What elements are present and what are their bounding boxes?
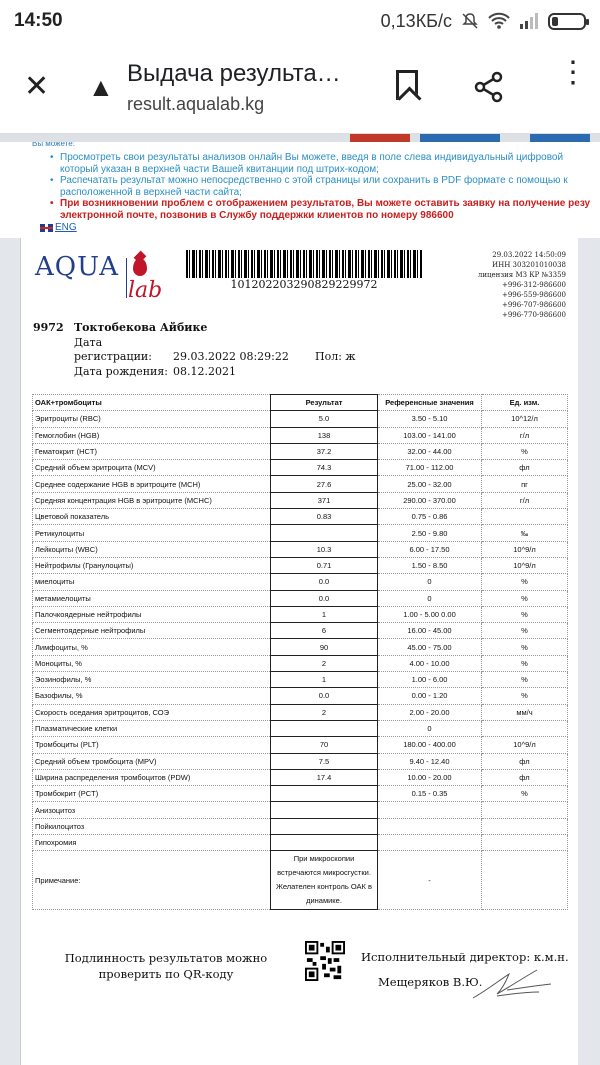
- result-cell: 10.3: [271, 541, 378, 557]
- table-row: [33, 818, 568, 834]
- unit-cell: мм/ч: [482, 704, 568, 720]
- test-name-cell: Скорость оседания эритроцитов, СОЭ: [33, 704, 271, 720]
- result-cell: [271, 786, 378, 802]
- result-cell: 0.0: [271, 574, 378, 590]
- blood-drop-icon: [133, 258, 147, 276]
- result-cell: 371: [271, 492, 378, 508]
- lab-phone: +996-707-986600: [501, 301, 566, 309]
- unit-cell: %: [482, 443, 568, 459]
- logo-text: AQUA: [35, 252, 119, 282]
- unit-cell: 10^9/л: [482, 557, 568, 573]
- unit-cell: %: [482, 606, 568, 622]
- table-row: [33, 655, 568, 671]
- reference-cell: 180.00 - 400.00: [378, 737, 482, 753]
- reference-cell: 9.40 - 12.40: [378, 753, 482, 769]
- notice-head: Вы можете:: [32, 142, 75, 148]
- unit-cell: %: [482, 672, 568, 688]
- test-name-cell: Средняя концентрация HGB в эритроците (MCHC): [33, 492, 271, 508]
- warning-icon[interactable]: ▲: [88, 72, 114, 102]
- table-row: [33, 411, 568, 427]
- table-row: [33, 737, 568, 753]
- test-name-cell: Нейтрофилы (Гранулоциты): [33, 557, 271, 573]
- test-name-cell: Ширина распределения тромбоцитов (PDW): [33, 769, 271, 785]
- language-switch[interactable]: [40, 222, 77, 233]
- signal-icon: [519, 13, 539, 29]
- test-name-cell: Цветовой показатель: [33, 509, 271, 525]
- table-row: [33, 802, 568, 818]
- result-cell: 1: [271, 606, 378, 622]
- unit-cell: %: [482, 655, 568, 671]
- table-header-row: [33, 395, 568, 411]
- test-name-cell: Базофилы, %: [33, 688, 271, 704]
- test-name-cell: Средний объем тромбоцита (MPV): [33, 753, 271, 769]
- unit-cell: %: [482, 574, 568, 590]
- col-header-unit: Ед. изм.: [482, 395, 568, 411]
- unit-cell: [482, 835, 568, 851]
- result-cell: 2: [271, 655, 378, 671]
- table-row: [33, 525, 568, 541]
- lab-phone: +996-770-986600: [501, 311, 566, 319]
- patient-sex: Пол: ж: [315, 350, 356, 363]
- test-name-cell: Анизоцитоз: [33, 802, 271, 818]
- reference-cell: 3.50 - 5.10: [378, 411, 482, 427]
- lab-phone: +996-559-986600: [501, 291, 566, 299]
- unit-cell: фл: [482, 460, 568, 476]
- status-time: 14:50: [14, 10, 63, 31]
- result-cell: 5.0: [271, 411, 378, 427]
- close-icon[interactable]: ✕: [24, 70, 50, 103]
- table-row: [33, 443, 568, 459]
- patient-name: Токтобекова Айбике: [74, 321, 208, 334]
- unit-cell: [482, 818, 568, 834]
- language-label[interactable]: ENG: [55, 222, 77, 233]
- results-table: [32, 394, 568, 910]
- unit-cell: пг: [482, 476, 568, 492]
- reference-cell: 4.00 - 10.00: [378, 655, 482, 671]
- result-cell: 1: [271, 672, 378, 688]
- reference-cell: 1.50 - 8.50: [378, 557, 482, 573]
- result-cell: [271, 802, 378, 818]
- dob-value: 08.12.2021: [173, 365, 236, 378]
- info-notice: [0, 142, 600, 238]
- table-row: [33, 492, 568, 508]
- test-name-cell: Гипохромия: [33, 835, 271, 851]
- unit-cell: г/л: [482, 427, 568, 443]
- more-options-icon[interactable]: ⋮: [558, 56, 588, 89]
- table-row: [33, 688, 568, 704]
- reference-cell: 2.50 - 9.80: [378, 525, 482, 541]
- reference-cell: 1.00 - 6.00: [378, 672, 482, 688]
- unit-cell: [482, 720, 568, 736]
- col-header-test: ОАК+тромбоциты: [33, 395, 271, 411]
- reg-label: регистрации:: [74, 350, 152, 363]
- share-icon[interactable]: [472, 70, 506, 104]
- test-name-cell: Моноциты, %: [33, 655, 271, 671]
- reference-cell: 32.00 - 44.00: [378, 443, 482, 459]
- table-row: [33, 720, 568, 736]
- result-cell: 37.2: [271, 443, 378, 459]
- notice-item: • Распечатать результат можно непосредственно с этой страницы или сохранить в PDF формате с помощью к расположенной в верхней части сайта;: [50, 175, 600, 198]
- director-name: Мещеряков В.Ю.: [378, 975, 483, 989]
- unit-cell: 10^9/л: [482, 541, 568, 557]
- battery-icon: [548, 13, 586, 30]
- result-cell: [271, 835, 378, 851]
- test-name-cell: Плазматические клетки: [33, 720, 271, 736]
- unit-cell: 10^12/л: [482, 411, 568, 427]
- test-name-cell: Эритроциты (RBC): [33, 411, 271, 427]
- reference-cell: 6.00 - 17.50: [378, 541, 482, 557]
- reference-cell: [378, 818, 482, 834]
- test-name-cell: Гемоглобин (HGB): [33, 427, 271, 443]
- barcode: [186, 250, 422, 278]
- reference-cell: 45.00 - 75.00: [378, 639, 482, 655]
- qr-authenticity-text: Подлинность результатов можно проверить по QR-коду: [64, 951, 268, 981]
- reference-cell: 0.00 - 1.20: [378, 688, 482, 704]
- reference-cell: 71.00 - 112.00: [378, 460, 482, 476]
- network-speed: 0,13КБ/с: [380, 10, 452, 31]
- reference-cell: 0: [378, 590, 482, 606]
- reference-cell: 25.00 - 32.00: [378, 476, 482, 492]
- print-date: 29.03.2022 14:50:09: [492, 251, 566, 259]
- test-name-cell: Ретикулоциты: [33, 525, 271, 541]
- reference-cell: 0.75 - 0.86: [378, 509, 482, 525]
- table-row: [33, 476, 568, 492]
- result-cell: 0.83: [271, 509, 378, 525]
- reference-cell: 2.00 - 20.00: [378, 704, 482, 720]
- reg-date: 29.03.2022 08:29:22: [173, 350, 289, 363]
- table-row: [33, 639, 568, 655]
- table-row: [33, 769, 568, 785]
- test-name-cell: Сегментоядерные нейтрофилы: [33, 623, 271, 639]
- result-document: [20, 238, 578, 1065]
- result-cell: 138: [271, 427, 378, 443]
- wifi-icon: [488, 12, 510, 30]
- logo-subtext: lab: [128, 278, 163, 303]
- test-name-cell: Пойкилоцитоз: [33, 818, 271, 834]
- reference-cell: 10.00 - 20.00: [378, 769, 482, 785]
- result-cell: 7.5: [271, 753, 378, 769]
- reference-cell: 103.00 - 141.00: [378, 427, 482, 443]
- mute-icon: [461, 12, 479, 30]
- unit-cell: %: [482, 688, 568, 704]
- test-name-cell: Лимфоциты, %: [33, 639, 271, 655]
- test-name-cell: Среднее содержание HGB в эритроците (MCH): [33, 476, 271, 492]
- result-cell: 0.71: [271, 557, 378, 573]
- note-row: [33, 851, 568, 910]
- barcode-number: 101202203290829229972: [230, 278, 378, 291]
- lab-inn: ИНН 303201010038: [492, 261, 566, 269]
- table-row: [33, 704, 568, 720]
- note-text: При микроскопии встречаются микросгустки. Желателен контроль ОАК в динамике.: [271, 851, 378, 910]
- notice-item: • Просмотреть свои результаты анализов онлайн Вы можете, введя в поле слева индивидуальный цифровой который указан в верхней части Вашей квитанции под штрих-кодом;: [50, 152, 600, 175]
- aqualab-logo: [35, 252, 175, 308]
- unit-cell: %: [482, 639, 568, 655]
- patient-id: 9972: [33, 321, 64, 334]
- test-name-cell: Лейкоциты (WBC): [33, 541, 271, 557]
- test-name-cell: Тромбоциты (PLT): [33, 737, 271, 753]
- director-title: Исполнительный директор: к.м.н.: [361, 950, 569, 964]
- test-name-cell: Палочкоядерные нейтрофилы: [33, 606, 271, 622]
- page-url[interactable]: result.aqualab.kg: [127, 94, 265, 114]
- unit-cell: %: [482, 590, 568, 606]
- unit-cell: г/л: [482, 492, 568, 508]
- browser-toolbar: [0, 42, 600, 134]
- reference-cell: 0: [378, 720, 482, 736]
- note-unit: [482, 851, 568, 910]
- table-row: [33, 753, 568, 769]
- table-row: [33, 835, 568, 851]
- unit-cell: фл: [482, 753, 568, 769]
- test-name-cell: миелоциты: [33, 574, 271, 590]
- test-name-cell: Гематокрит (HCT): [33, 443, 271, 459]
- table-row: [33, 427, 568, 443]
- unit-cell: 10^9/л: [482, 737, 568, 753]
- test-name-cell: метамиелоциты: [33, 590, 271, 606]
- result-cell: [271, 525, 378, 541]
- reference-cell: [378, 835, 482, 851]
- reference-cell: 16.00 - 45.00: [378, 623, 482, 639]
- notice-item-warning: • При возникновении проблем с отображением результатов, Вы можете оставить заявку на получение резу электронной почте, позвонив в Службу поддержки клиентов по номеру 986600: [50, 198, 600, 221]
- table-row: [33, 557, 568, 573]
- table-row: [33, 460, 568, 476]
- lab-license: лицензия МЗ КР №3359: [477, 271, 566, 279]
- note-label: Примечание:: [33, 851, 271, 910]
- result-cell: 90: [271, 639, 378, 655]
- test-name-cell: Средний объем эритроцита (MCV): [33, 460, 271, 476]
- col-header-reference: Референсные значения: [378, 395, 482, 411]
- test-name-cell: Тромбокрит (PCT): [33, 786, 271, 802]
- result-cell: 0.0: [271, 688, 378, 704]
- result-cell: [271, 720, 378, 736]
- table-row: [33, 623, 568, 639]
- unit-cell: ‰: [482, 525, 568, 541]
- reference-cell: [378, 802, 482, 818]
- page-title: Выдача результа…: [127, 60, 341, 87]
- result-cell: 17.4: [271, 769, 378, 785]
- table-row: [33, 786, 568, 802]
- unit-cell: [482, 802, 568, 818]
- reference-cell: 0.15 - 0.35: [378, 786, 482, 802]
- result-cell: 70: [271, 737, 378, 753]
- result-cell: 0.0: [271, 590, 378, 606]
- signature: [467, 960, 557, 1004]
- table-row: [33, 590, 568, 606]
- unit-cell: фл: [482, 769, 568, 785]
- reference-cell: 0: [378, 574, 482, 590]
- table-row: [33, 509, 568, 525]
- result-cell: 2: [271, 704, 378, 720]
- table-row: [33, 574, 568, 590]
- reference-cell: 1.00 - 5.00 0.00: [378, 606, 482, 622]
- test-name-cell: Эозинофилы, %: [33, 672, 271, 688]
- result-cell: 74.3: [271, 460, 378, 476]
- dob-label: Дата рождения:: [74, 365, 169, 378]
- result-cell: 27.6: [271, 476, 378, 492]
- bookmark-icon[interactable]: [396, 70, 418, 100]
- result-cell: [271, 818, 378, 834]
- result-cell: 6: [271, 623, 378, 639]
- qr-code: [305, 941, 345, 981]
- note-reference: -: [378, 851, 482, 910]
- lab-phone: +996-312-986600: [501, 281, 566, 289]
- col-header-result: Результат: [271, 395, 378, 411]
- table-row: [33, 606, 568, 622]
- lab-info: [478, 250, 566, 320]
- table-row: [33, 541, 568, 557]
- unit-cell: %: [482, 623, 568, 639]
- table-row: [33, 672, 568, 688]
- reg-label: Дата: [74, 336, 103, 349]
- uk-flag-icon: [40, 224, 53, 232]
- reference-cell: 290.00 - 370.00: [378, 492, 482, 508]
- unit-cell: %: [482, 786, 568, 802]
- status-bar: [0, 0, 600, 42]
- unit-cell: [482, 509, 568, 525]
